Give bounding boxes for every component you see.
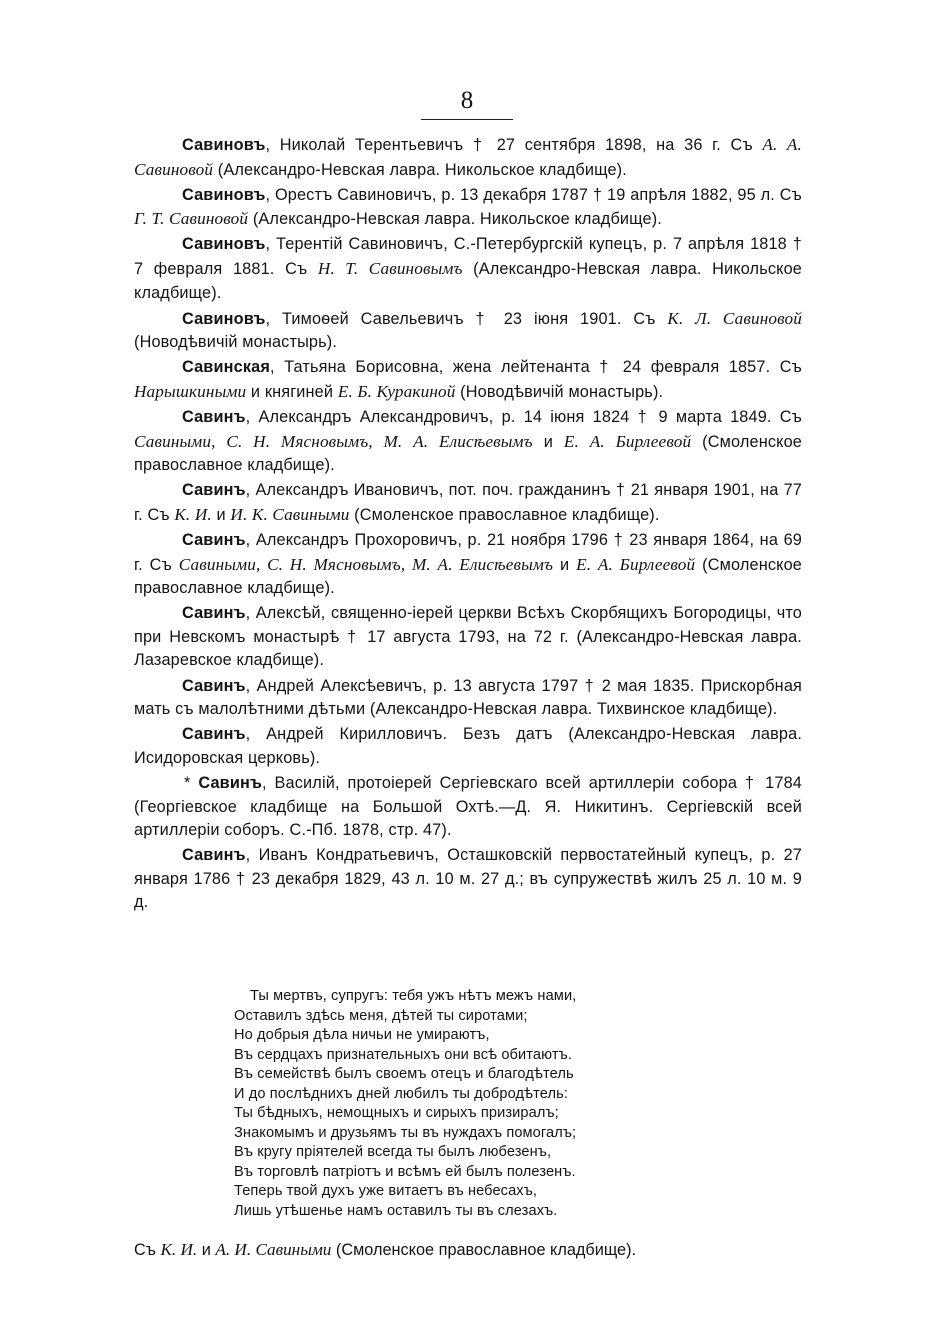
entry-text: , Николай Терентьевичъ † 27 сентября 1898, на 36 г. Съ xyxy=(265,136,763,154)
entry xyxy=(134,479,802,527)
entry-italic-name: К. И. xyxy=(174,504,212,524)
closing-text: (Смоленское православное кладбище). xyxy=(331,1241,637,1259)
entry-surname: Савинская xyxy=(182,358,270,377)
entry-italic-name: Савиными, С. Н. Мясновымъ, М. А. Елисѣевымъ xyxy=(134,431,533,451)
poem-line: Въ сердцахъ признательныхъ они всѣ обитаютъ. xyxy=(234,1046,572,1063)
epitaph-poem xyxy=(234,987,674,1221)
poem-line: Теперь твой духъ уже витаетъ въ небесахъ, xyxy=(234,1183,538,1199)
entry-text: (Смоленское православное кладбище). xyxy=(134,432,803,475)
entry-text: , Василій, протоіерей Сергіевскаго всей артиллеріи собора † 1784 (Георгіевское кладбище на Большой Охтѣ.—Д. Я. Никитинъ. Сергіевскій всей артиллеріи соборъ. С.-Пб. 1878, стр. 47). xyxy=(134,773,802,840)
entry-italic-name: К. Л. Савиновой xyxy=(667,308,802,328)
closing-line xyxy=(134,1238,802,1263)
closing-text: и xyxy=(197,1241,216,1259)
entry-text: (Смоленское православное кладбище). xyxy=(134,555,802,598)
entry xyxy=(134,529,802,601)
entry-text: и xyxy=(211,505,231,524)
entry-text: , Терентій Савиновичъ, С.-Петербургскій купецъ, р. 7 апрѣля 1818 † 7 февраля 1881. Съ xyxy=(134,235,802,278)
entry-surname: Савинъ xyxy=(182,725,246,744)
entry-text: , Тимоѳей Савельевичъ † 23 іюня 1901. Съ xyxy=(265,309,668,328)
poem-line: Въ семействѣ былъ своемъ отецъ и благодѣтель xyxy=(234,1066,574,1082)
entry xyxy=(134,356,802,404)
entry-marker: * xyxy=(184,773,199,792)
entry-surname: Савинъ xyxy=(182,481,246,500)
entry-text: , Алексѣй, священно-іерей церкви Всѣхъ Скорбящихъ Богородицы, что при Невскомъ монастырѣ † 17 августа 1793, на 72 г. (Александро-Невская лавра. Лазаревское кладбище). xyxy=(134,604,802,670)
poem-line: И до послѣднихъ дней любилъ ты добродѣтель: xyxy=(234,1085,568,1102)
poem-line: Но добрыя дѣла ничьи не умираютъ, xyxy=(234,1027,490,1043)
entry-text: и xyxy=(553,555,577,574)
entry xyxy=(134,723,802,770)
entry-text: (Александро-Невская лавра. Никольское кладбище). xyxy=(248,210,662,229)
entry-text: (Новодѣвичій монастырь). xyxy=(455,382,664,401)
entry-text: и xyxy=(532,432,564,451)
entry-surname: Савиновъ xyxy=(182,136,266,154)
entry-text: , Александръ Александровичъ, р. 14 іюня 1824 † 9 марта 1849. Съ xyxy=(245,408,802,427)
entry xyxy=(134,307,802,355)
page-number: 8 xyxy=(460,87,474,114)
entry-surname: Савинъ xyxy=(182,676,246,695)
entry-text: (Александро-Невская лавра. Никольское кладбище). xyxy=(213,160,627,179)
entry-italic-name: Е. А. Бирлеевой xyxy=(576,554,696,574)
closing-italic-name: А. И. Савиными xyxy=(215,1240,332,1259)
entry xyxy=(134,772,802,843)
entry-italic-name: А. А. Савиновой xyxy=(134,135,802,179)
entry-surname: Савиновъ xyxy=(182,235,266,254)
entry-surname: Савинъ xyxy=(182,531,246,549)
closing-italic-name: К. И. xyxy=(160,1240,198,1259)
entry-text: , Александръ Прохоровичъ, р. 21 ноября 1796 † 23 января 1864, на 69 г. Съ xyxy=(134,531,802,574)
page-number-rule xyxy=(421,119,513,120)
entry-text: (Александро-Невская лавра. Никольское кладбище). xyxy=(134,259,802,302)
entry xyxy=(134,233,802,305)
poem-line: Ты бѣдныхъ, немощныхъ и сирыхъ призиралъ; xyxy=(234,1105,559,1121)
entry-italic-name: Н. Т. Савиновымъ xyxy=(317,258,463,278)
entry-text: и княгиней xyxy=(246,382,338,401)
poem-line: Въ кругу пріятелей всегда ты былъ любезенъ, xyxy=(234,1144,552,1160)
entry-italic-name: И. К. Савиными xyxy=(230,504,350,524)
poem-line: Лишь утѣшенье намъ оставилъ ты въ слезахъ. xyxy=(234,1202,558,1219)
entry-surname: Савиновъ xyxy=(182,309,266,328)
entry-surname: Савинъ xyxy=(182,846,246,865)
entry-italic-name: Г. Т. Савиновой xyxy=(134,209,249,229)
entry-surname: Савиновъ xyxy=(182,185,266,204)
entry xyxy=(134,844,802,915)
entry-surname: Савинъ xyxy=(182,604,246,623)
entry-text: (Новодѣвичій монастырь). xyxy=(134,333,338,352)
entry-list xyxy=(134,133,802,917)
entry xyxy=(134,406,802,478)
poem-line: Въ торговлѣ патріотъ и всѣмъ ей былъ полезенъ. xyxy=(234,1163,576,1180)
entry-text: (Смоленское православное кладбище). xyxy=(349,505,660,524)
entry-text: , Александръ Ивановичъ, пот. поч. гражданинъ † 21 января 1901, на 77 г. Съ xyxy=(134,481,802,524)
poem-line: Оставилъ здѣсь меня, дѣтей ты сиротами; xyxy=(234,1007,528,1024)
entry-text: , Иванъ Кондратьевичъ, Осташковскій первостатейный купецъ, р. 27 января 1786 † 23 декабря 1829, 43 л. 10 м. 27 д.; въ супружествѣ жилъ 25 л. 10 м. 9 д. xyxy=(134,846,802,912)
entry-italic-name: Нарышкиными xyxy=(134,381,247,401)
entry-surname: Савинъ xyxy=(182,408,246,427)
entry-text: , Орестъ Савиновичъ, р. 13 декабря 1787 † 19 апрѣля 1882, 95 л. Съ xyxy=(265,185,802,204)
entry-surname: Савинъ xyxy=(198,773,262,792)
poem-line: Знакомымъ и друзьямъ ты въ нуждахъ помогалъ; xyxy=(234,1124,577,1141)
closing-text: Съ xyxy=(134,1241,161,1259)
entry xyxy=(134,602,802,673)
entry-text: , Андрей Алексѣевичъ, р. 13 августа 1797 † 2 мая 1835. Прискорбная мать съ малолѣтними дѣтьми (Александро-Невская лавра. Тихвинское кладбище). xyxy=(134,676,802,719)
poem-line: Ты мертвъ, супругъ: тебя ужъ нѣтъ межъ нами, xyxy=(250,988,577,1004)
entry-italic-name: Савиными, С. Н. Мясновымъ, М. А. Елисѣевымъ xyxy=(178,554,554,574)
entry-text: , Андрей Кирилловичъ. Безъ датъ (Александро-Невская лавра. Исидоровская церковь). xyxy=(134,725,802,767)
entry-text: , Татьяна Борисовна, жена лейтенанта † 24 февраля 1857. Съ xyxy=(269,358,802,377)
entry xyxy=(134,675,802,722)
entry xyxy=(134,184,802,232)
entry-italic-name: Е. Б. Куракиной xyxy=(337,381,456,401)
entry-italic-name: Е. А. Бирлеевой xyxy=(563,431,692,451)
entry xyxy=(134,133,802,182)
